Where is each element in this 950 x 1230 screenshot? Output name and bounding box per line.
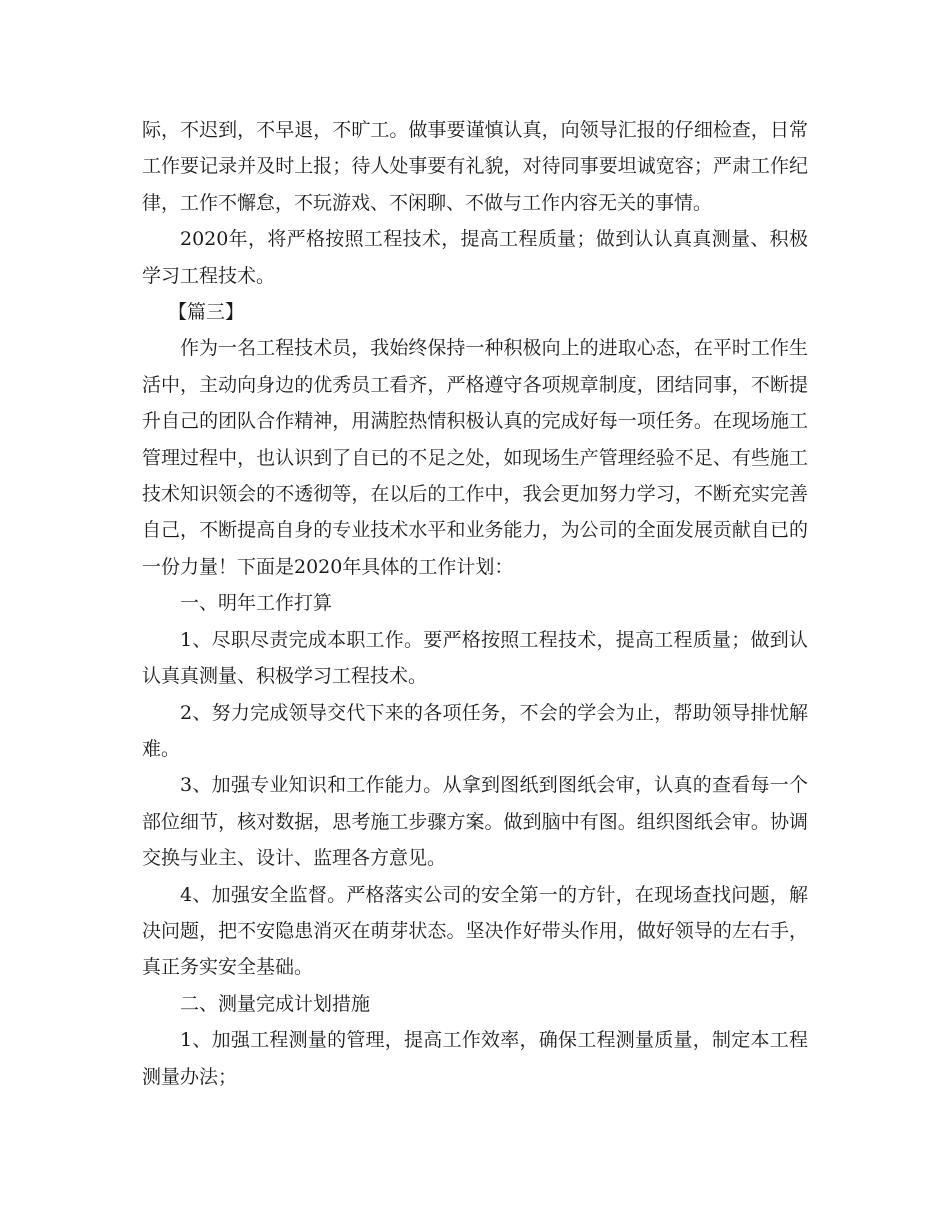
measure-item-1: 1、加强工程测量的管理，提高工作效率，确保工程测量质量，制定本工程测量办法； [142,1029,808,1088]
subheading-measurement-measures: 二、测量完成计划措施 [180,992,371,1015]
section-heading-part-three: 【篇三】 [168,301,245,324]
list-item-1: 1、尽职尽责完成本职工作。要严格按照工程技术，提高工程质量；做到认认真真测量、积极学习工程技术。 [142,628,808,688]
paragraph-intro: 作为一名工程技术员，我始终保持一种积极向上的进取心态，在平时工作生活中，主动向身边的优秀员工看齐，严格遵守各项规章制度，团结同事，不断提升自己的团队合作精神，用满腔热情积极认真的完成好每一项任务。在现场施工管理过程中，也认识到了自已的不足之处，如现场生产管理经验不足、有些施工技术知识领会的不透彻等，在以后的工作中，我会更加努力学习，不断充实完善自己，不断提高自身的专业技术水平和业务能力，为公司的全面发展贡献自已的一份力量！下面是2020年具体的工作计划： [142,337,808,578]
subheading-next-year-plan: 一、明年工作打算 [180,592,333,615]
list-item-2: 2、努力完成领导交代下来的各项任务，不会的学会为止，帮助领导排忧解难。 [142,701,808,760]
list-item-4: 4、加强安全监督。严格落实公司的安全第一的方针，在现场查找问题，解决问题，把不安隐患消灭在萌芽状态。坚决作好带头作用，做好领导的左右手，真正务实安全基础。 [142,883,808,979]
paragraph-continuation: 际，不迟到，不早退，不旷工。做事要谨慎认真，向领导汇报的仔细检查，日常工作要记录并及时上报；待人处事要有礼貌，对待同事要坦诚宽容；严肃工作纪律，工作不懈怠，不玩游戏、不闲聊、不做与工作内容无关的事情。 [142,119,808,214]
paragraph-2020-plan: 2020年，将严格按照工程技术，提高工程质量；做到认认真真测量、积极学习工程技术。 [142,228,808,287]
list-item-3: 3、加强专业知识和工作能力。从拿到图纸到图纸会审，认真的查看每一个部位细节，核对数据，思考施工步骤方案。做到脑中有图。组织图纸会审。协调交换与业主、设计、监理各方意见。 [142,774,808,870]
document-body [142,112,808,1095]
